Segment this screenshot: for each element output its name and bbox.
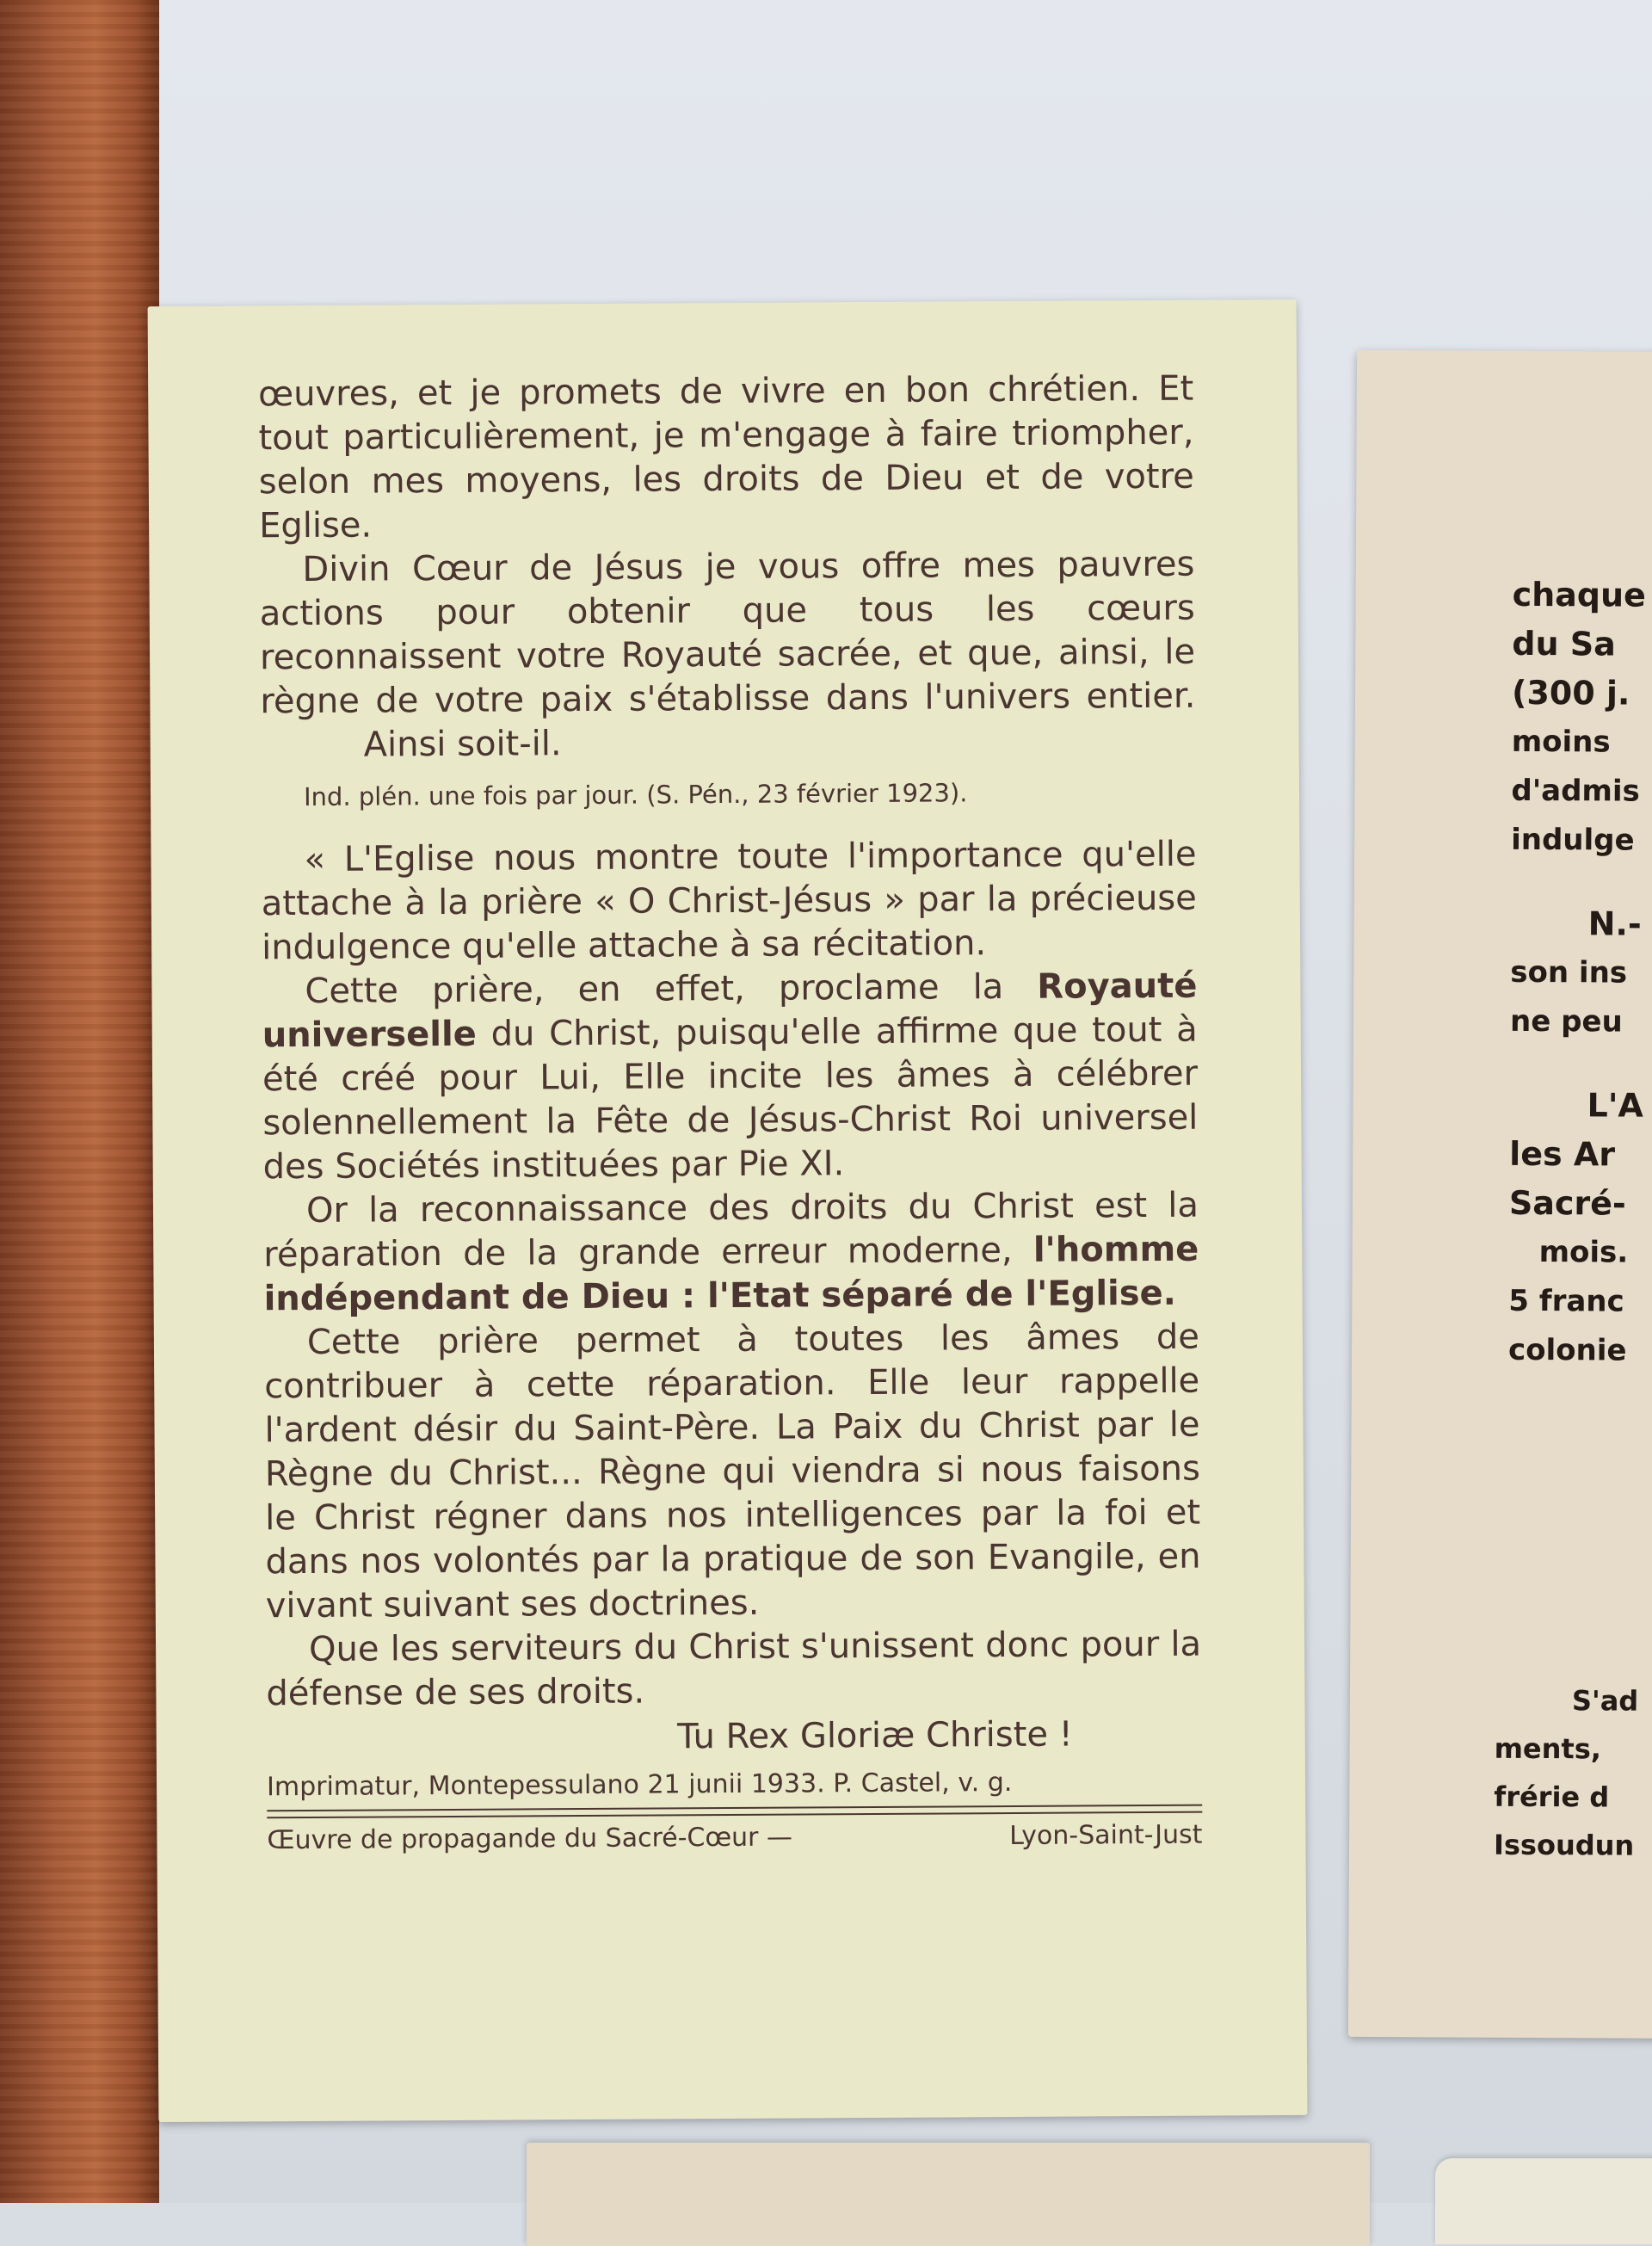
right-footer-line: ments, (1494, 1731, 1602, 1766)
right-line: les Ar (1509, 1134, 1616, 1174)
publisher-name: Œuvre de propagande du Sacré-Cœur — (267, 1822, 793, 1856)
right-line: moins (1511, 724, 1611, 760)
paragraph-4 (262, 965, 1199, 1190)
right-line: N.- (1587, 904, 1642, 943)
partial-card-right (1348, 350, 1652, 2039)
paragraph-1: œuvres, et je promets de vivre en bon chrétien. Et tout particulièrement, je m'engage à faire triompher, selon mes moyens, les droits de Dieu et de votre Eglise. (258, 368, 1194, 546)
paragraph-6: Cette prière permet à toutes les âmes de contribuer à cette réparation. Elle leur rappelle l'ardent désir du Saint-Père. La Paix du Christ par le Règne du Christ... Règne qui viendra si nous faisons le Christ régner dans nos intelligences par la foi et dans nos volontés par la pratique de son Evangile, en vivant suivant ses doctrines. (264, 1317, 1201, 1626)
right-footer-line: Issoudun (1493, 1828, 1635, 1862)
paragraph-2-text: Divin Cœur de Jésus je vous offre mes pauvres actions pour obtenir que tous les cœurs reconnaissent votre Royauté sacrée, et que, ainsi, le règne de votre paix s'établisse dans l'univers entier. (259, 544, 1196, 722)
right-line: colonie (1507, 1332, 1627, 1368)
paragraph-5 (263, 1184, 1199, 1322)
paragraph-4-bold: Royauté universelle (262, 966, 1198, 1056)
right-line: son ins (1510, 954, 1628, 990)
right-line: ne peu (1509, 1003, 1623, 1040)
paragraph-4-a: Cette prière, en effet, proclame la (305, 967, 1004, 1011)
right-line: L'A (1587, 1086, 1643, 1125)
indulgence-note: Ind. plén. une fois par jour. (S. Pén., 23 février 1923). (303, 778, 968, 811)
prayer-card (148, 299, 1308, 2122)
paragraph-5-bold: l'homme indépendant de Dieu : l'Etat séparé de l'Eglise. (263, 1229, 1199, 1319)
publisher-location: Lyon-Saint-Just (1009, 1819, 1203, 1852)
imprimatur-line: Imprimatur, Montepessulano 21 junii 1933. P. Castel, v. g. (267, 1763, 1202, 1812)
partial-card-bottom-right (1435, 2158, 1652, 2244)
right-line: d'admis (1511, 773, 1640, 809)
paragraph-2-ending: Ainsi soit-il. (363, 724, 562, 765)
closing-invocation: Tu Rex Gloriæ Christe ! (677, 1714, 1073, 1757)
paragraph-3: « L'Eglise nous montre toute l'importance qu'elle attache à la prière « O Christ-Jésus » par la précieuse indulgence qu'elle attache à sa récitation. (261, 834, 1197, 968)
partial-card-bottom (527, 2143, 1370, 2246)
right-line: Sacré- (1508, 1183, 1626, 1223)
right-line: 5 franc (1508, 1283, 1624, 1319)
paragraph-4-b: du Christ, puisqu'elle affirme que tout à été créé pour Lui, Elle incite les âmes à célébrer solennellement la Fête de Jésus-Christ Roi universel des Sociétés instituées par Pie XI. (262, 1009, 1199, 1188)
right-footer-line: S'ad (1571, 1684, 1639, 1718)
right-line: du Sa (1512, 624, 1616, 663)
right-footer-line: frérie d (1494, 1780, 1610, 1814)
right-line: mois. (1538, 1235, 1629, 1270)
right-line: indulge (1511, 822, 1635, 858)
right-line: chaque (1512, 575, 1647, 614)
paragraph-2 (259, 543, 1196, 768)
right-line: (300 j. (1511, 673, 1630, 713)
publisher-line (267, 1811, 1202, 1860)
right-card-footer (1494, 1676, 1639, 1870)
paragraph-7: Que les serviteurs du Christ s'unissent donc pour la défense de ses droits. (266, 1624, 1202, 1714)
paragraph-5-a: Or la reconnaissance des droits du Christ est la réparation de la grande erreur moderne, (263, 1185, 1199, 1275)
wooden-table-edge (0, 0, 159, 2203)
